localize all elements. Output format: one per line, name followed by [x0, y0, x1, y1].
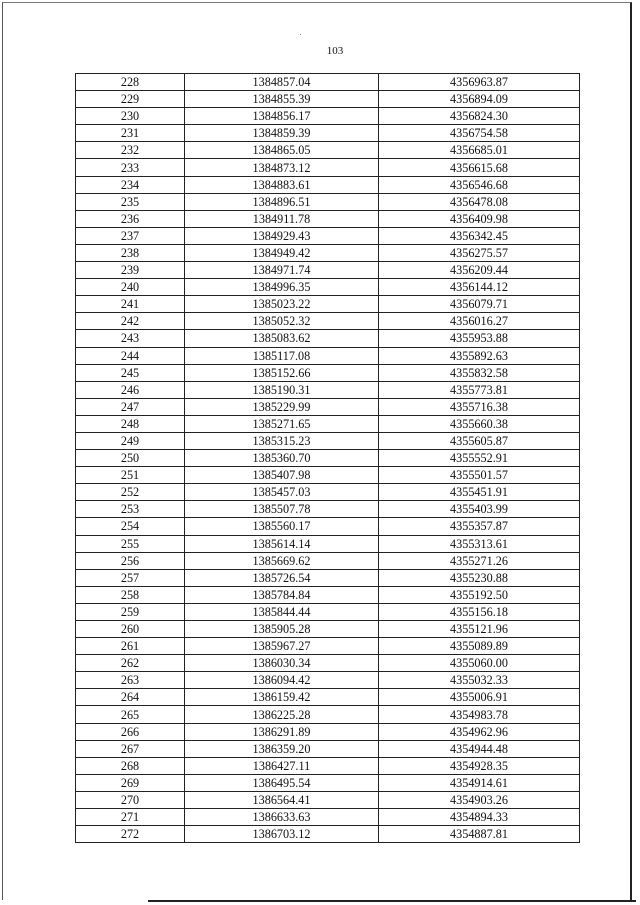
point-number-cell: 263: [76, 672, 185, 689]
point-number-cell: 269: [76, 774, 185, 791]
y-coordinate-cell: 4354914.61: [379, 774, 580, 791]
table-row: [76, 108, 580, 125]
table-row: [76, 501, 580, 518]
x-coordinate-cell: 1384896.51: [185, 193, 379, 210]
x-coordinate-cell: 1385315.23: [185, 432, 379, 449]
y-coordinate-cell: 4355060.00: [379, 655, 580, 672]
point-number-cell: 267: [76, 740, 185, 757]
x-coordinate-cell: 1385407.98: [185, 467, 379, 484]
y-coordinate-cell: 4356894.09: [379, 91, 580, 108]
point-number-cell: 247: [76, 398, 185, 415]
point-number-cell: 236: [76, 210, 185, 227]
y-coordinate-cell: 4354928.35: [379, 757, 580, 774]
x-coordinate-cell: 1386564.41: [185, 791, 379, 808]
y-coordinate-cell: 4356824.30: [379, 108, 580, 125]
x-coordinate-cell: 1384865.05: [185, 142, 379, 159]
point-number-cell: 237: [76, 227, 185, 244]
y-coordinate-cell: 4356079.71: [379, 296, 580, 313]
x-coordinate-cell: 1385052.32: [185, 313, 379, 330]
point-number-cell: 228: [76, 74, 185, 91]
y-coordinate-cell: 4356016.27: [379, 313, 580, 330]
y-coordinate-cell: 4355832.58: [379, 364, 580, 381]
x-coordinate-cell: 1386030.34: [185, 655, 379, 672]
x-coordinate-cell: 1386159.42: [185, 689, 379, 706]
table-row: [76, 227, 580, 244]
y-coordinate-cell: 4356478.08: [379, 193, 580, 210]
y-coordinate-cell: 4354887.81: [379, 826, 580, 843]
x-coordinate-cell: 1386427.11: [185, 757, 379, 774]
y-coordinate-cell: 4356342.45: [379, 227, 580, 244]
point-number-cell: 241: [76, 296, 185, 313]
table-row: [76, 262, 580, 279]
x-coordinate-cell: 1384911.78: [185, 210, 379, 227]
y-coordinate-cell: 4354983.78: [379, 706, 580, 723]
point-number-cell: 243: [76, 330, 185, 347]
table-row: [76, 672, 580, 689]
y-coordinate-cell: 4355032.33: [379, 672, 580, 689]
table-row: [76, 398, 580, 415]
x-coordinate-cell: 1384857.04: [185, 74, 379, 91]
y-coordinate-cell: 4356275.57: [379, 244, 580, 261]
table-row: [76, 381, 580, 398]
y-coordinate-cell: 4355271.26: [379, 552, 580, 569]
point-number-cell: 262: [76, 655, 185, 672]
y-coordinate-cell: 4356754.58: [379, 125, 580, 142]
point-number-cell: 250: [76, 450, 185, 467]
y-coordinate-cell: 4355313.61: [379, 535, 580, 552]
x-coordinate-cell: 1386495.54: [185, 774, 379, 791]
y-coordinate-cell: 4354944.48: [379, 740, 580, 757]
table-row: [76, 569, 580, 586]
table-row: [76, 347, 580, 364]
table-row: [76, 774, 580, 791]
point-number-cell: 240: [76, 279, 185, 296]
point-number-cell: 260: [76, 621, 185, 638]
table-row: [76, 723, 580, 740]
point-number-cell: 231: [76, 125, 185, 142]
point-number-cell: 232: [76, 142, 185, 159]
table-row: [76, 125, 580, 142]
y-coordinate-cell: 4356144.12: [379, 279, 580, 296]
y-coordinate-cell: 4355552.91: [379, 450, 580, 467]
y-coordinate-cell: 4356685.01: [379, 142, 580, 159]
x-coordinate-cell: 1385844.44: [185, 603, 379, 620]
coordinates-table: [75, 73, 580, 843]
table-row: [76, 484, 580, 501]
point-number-cell: 233: [76, 159, 185, 176]
y-coordinate-cell: 4354962.96: [379, 723, 580, 740]
x-coordinate-cell: 1385669.62: [185, 552, 379, 569]
table-row: [76, 535, 580, 552]
x-coordinate-cell: 1384971.74: [185, 262, 379, 279]
x-coordinate-cell: 1385784.84: [185, 586, 379, 603]
x-coordinate-cell: 1384855.39: [185, 91, 379, 108]
x-coordinate-cell: 1384949.42: [185, 244, 379, 261]
y-coordinate-cell: 4355006.91: [379, 689, 580, 706]
table-row: [76, 142, 580, 159]
point-number-cell: 255: [76, 535, 185, 552]
point-number-cell: 254: [76, 518, 185, 535]
y-coordinate-cell: 4355156.18: [379, 603, 580, 620]
y-coordinate-cell: 4355121.96: [379, 621, 580, 638]
x-coordinate-cell: 1384873.12: [185, 159, 379, 176]
x-coordinate-cell: 1385083.62: [185, 330, 379, 347]
table-row: [76, 706, 580, 723]
y-coordinate-cell: 4355501.57: [379, 467, 580, 484]
point-number-cell: 244: [76, 347, 185, 364]
x-coordinate-cell: 1385507.78: [185, 501, 379, 518]
x-coordinate-cell: 1385190.31: [185, 381, 379, 398]
table-row: [76, 296, 580, 313]
x-coordinate-cell: 1384929.43: [185, 227, 379, 244]
table-row: [76, 740, 580, 757]
x-coordinate-cell: 1385726.54: [185, 569, 379, 586]
y-coordinate-cell: 4355089.89: [379, 638, 580, 655]
point-number-cell: 234: [76, 176, 185, 193]
point-number-cell: 253: [76, 501, 185, 518]
y-coordinate-cell: 4355451.91: [379, 484, 580, 501]
x-coordinate-cell: 1386633.63: [185, 809, 379, 826]
table-row: [76, 450, 580, 467]
x-coordinate-cell: 1385271.65: [185, 415, 379, 432]
table-row: [76, 621, 580, 638]
y-coordinate-cell: 4356615.68: [379, 159, 580, 176]
point-number-cell: 251: [76, 467, 185, 484]
y-coordinate-cell: 4355660.38: [379, 415, 580, 432]
x-coordinate-cell: 1385117.08: [185, 347, 379, 364]
x-coordinate-cell: 1386225.28: [185, 706, 379, 723]
y-coordinate-cell: 4356209.44: [379, 262, 580, 279]
table-row: [76, 74, 580, 91]
x-coordinate-cell: 1384996.35: [185, 279, 379, 296]
table-row: [76, 467, 580, 484]
table-row: [76, 364, 580, 381]
x-coordinate-cell: 1385229.99: [185, 398, 379, 415]
x-coordinate-cell: 1385360.70: [185, 450, 379, 467]
y-coordinate-cell: 4355192.50: [379, 586, 580, 603]
table-row: [76, 689, 580, 706]
point-number-cell: 239: [76, 262, 185, 279]
table-row: [76, 210, 580, 227]
point-number-cell: 266: [76, 723, 185, 740]
table-row: [76, 826, 580, 843]
x-coordinate-cell: 1384883.61: [185, 176, 379, 193]
x-coordinate-cell: 1385023.22: [185, 296, 379, 313]
y-coordinate-cell: 4355230.88: [379, 569, 580, 586]
x-coordinate-cell: 1386703.12: [185, 826, 379, 843]
table-row: [76, 586, 580, 603]
point-number-cell: 248: [76, 415, 185, 432]
point-number-cell: 229: [76, 91, 185, 108]
point-number-cell: 245: [76, 364, 185, 381]
x-coordinate-cell: 1385560.17: [185, 518, 379, 535]
table-row: [76, 552, 580, 569]
point-number-cell: 230: [76, 108, 185, 125]
coordinates-table-body: [76, 74, 580, 843]
point-number-cell: 271: [76, 809, 185, 826]
table-row: [76, 193, 580, 210]
y-coordinate-cell: 4356963.87: [379, 74, 580, 91]
point-number-cell: 268: [76, 757, 185, 774]
table-row: [76, 415, 580, 432]
y-coordinate-cell: 4355357.87: [379, 518, 580, 535]
table-row: [76, 279, 580, 296]
table-row: [76, 91, 580, 108]
x-coordinate-cell: 1385457.03: [185, 484, 379, 501]
x-coordinate-cell: 1385967.27: [185, 638, 379, 655]
y-coordinate-cell: 4354894.33: [379, 809, 580, 826]
x-coordinate-cell: 1384856.17: [185, 108, 379, 125]
table-row: [76, 244, 580, 261]
table-row: [76, 176, 580, 193]
y-coordinate-cell: 4355716.38: [379, 398, 580, 415]
y-coordinate-cell: 4356409.98: [379, 210, 580, 227]
x-coordinate-cell: 1386094.42: [185, 672, 379, 689]
table-row: [76, 518, 580, 535]
table-row: [76, 603, 580, 620]
y-coordinate-cell: 4355892.63: [379, 347, 580, 364]
x-coordinate-cell: 1385152.66: [185, 364, 379, 381]
point-number-cell: 270: [76, 791, 185, 808]
point-number-cell: 264: [76, 689, 185, 706]
table-row: [76, 638, 580, 655]
point-number-cell: 249: [76, 432, 185, 449]
x-coordinate-cell: 1386359.20: [185, 740, 379, 757]
y-coordinate-cell: 4354903.26: [379, 791, 580, 808]
x-coordinate-cell: 1386291.89: [185, 723, 379, 740]
table-row: [76, 809, 580, 826]
point-number-cell: 265: [76, 706, 185, 723]
point-number-cell: 257: [76, 569, 185, 586]
x-coordinate-cell: 1385905.28: [185, 621, 379, 638]
table-row: [76, 791, 580, 808]
point-number-cell: 272: [76, 826, 185, 843]
scan-speck: [300, 34, 301, 35]
point-number-cell: 246: [76, 381, 185, 398]
point-number-cell: 259: [76, 603, 185, 620]
page-bottom-rule: [148, 900, 636, 902]
point-number-cell: 238: [76, 244, 185, 261]
table-row: [76, 432, 580, 449]
table-row: [76, 655, 580, 672]
table-row: [76, 159, 580, 176]
x-coordinate-cell: 1385614.14: [185, 535, 379, 552]
table-row: [76, 313, 580, 330]
point-number-cell: 252: [76, 484, 185, 501]
point-number-cell: 242: [76, 313, 185, 330]
y-coordinate-cell: 4355605.87: [379, 432, 580, 449]
point-number-cell: 235: [76, 193, 185, 210]
y-coordinate-cell: 4355953.88: [379, 330, 580, 347]
point-number-cell: 258: [76, 586, 185, 603]
table-row: [76, 330, 580, 347]
table-row: [76, 757, 580, 774]
point-number-cell: 256: [76, 552, 185, 569]
y-coordinate-cell: 4355773.81: [379, 381, 580, 398]
y-coordinate-cell: 4356546.68: [379, 176, 580, 193]
y-coordinate-cell: 4355403.99: [379, 501, 580, 518]
page-number: 103: [326, 45, 344, 57]
point-number-cell: 261: [76, 638, 185, 655]
x-coordinate-cell: 1384859.39: [185, 125, 379, 142]
